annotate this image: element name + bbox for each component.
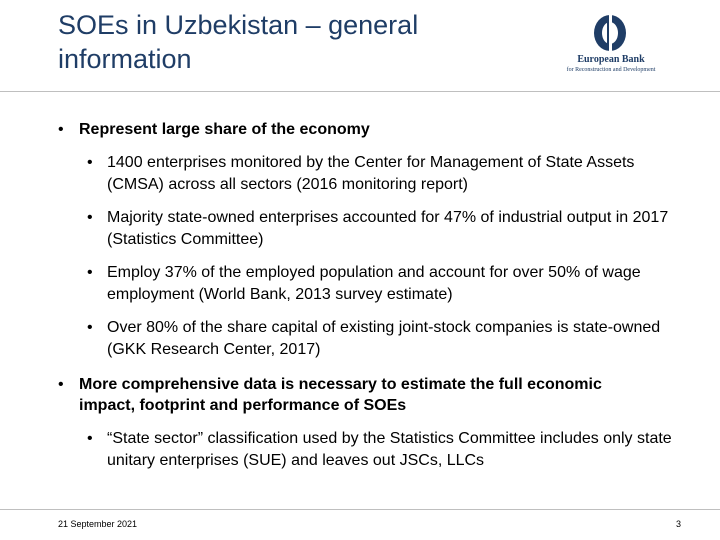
bullet-level2 — [87, 152, 677, 196]
slide-title: SOEs in Uzbekistan – general information — [58, 10, 419, 74]
footer-date: 21 September 2021 — [58, 519, 138, 529]
bullet-text: Represent large share of the economy — [79, 121, 370, 138]
bullet-level2 — [87, 262, 677, 306]
bullet-text: Over 80% of the share capital of existing joint-stock companies is state-owned (GKK Research Center, 2017) — [107, 319, 661, 358]
logo-name: European Bank — [577, 54, 645, 65]
bullet-text: More comprehensive data is necessary to estimate the full economic impact, footprint and performance of SOEs — [79, 376, 602, 414]
footer-divider — [0, 509, 720, 510]
bullet-glyph: • — [87, 264, 93, 281]
bullet-glyph: • — [87, 430, 93, 447]
bullet-glyph: • — [87, 154, 93, 171]
bullet-level2 — [87, 207, 677, 251]
bullet-glyph: • — [58, 376, 64, 393]
bullet-level2 — [87, 428, 677, 472]
logo-subtitle: for Reconstruction and Development — [566, 67, 656, 73]
bullet-glyph: • — [87, 319, 93, 336]
bullet-text: Majority state-owned enterprises accounted for 47% of industrial output in 2017 (Statistics Committee) — [107, 209, 669, 248]
page-number: 3 — [675, 519, 681, 529]
bullet-glyph: • — [87, 209, 93, 226]
bullet-level1 — [58, 119, 658, 140]
bullet-text: “State sector” classification used by the Statistics Committee includes only state unitary enterprises (SUE) and leaves out JSCs, LLCs — [107, 430, 672, 469]
bullet-level1 — [58, 374, 658, 416]
bullet-text: 1400 enterprises monitored by the Center for Management of State Assets (CMSA) across all sectors (2016 monitoring report) — [107, 154, 635, 193]
bullet-glyph: • — [58, 121, 64, 138]
bullet-level2 — [87, 317, 677, 361]
bullet-text: Employ 37% of the employed population and account for over 50% of wage employment (World Bank, 2013 survey estimate) — [107, 264, 641, 303]
